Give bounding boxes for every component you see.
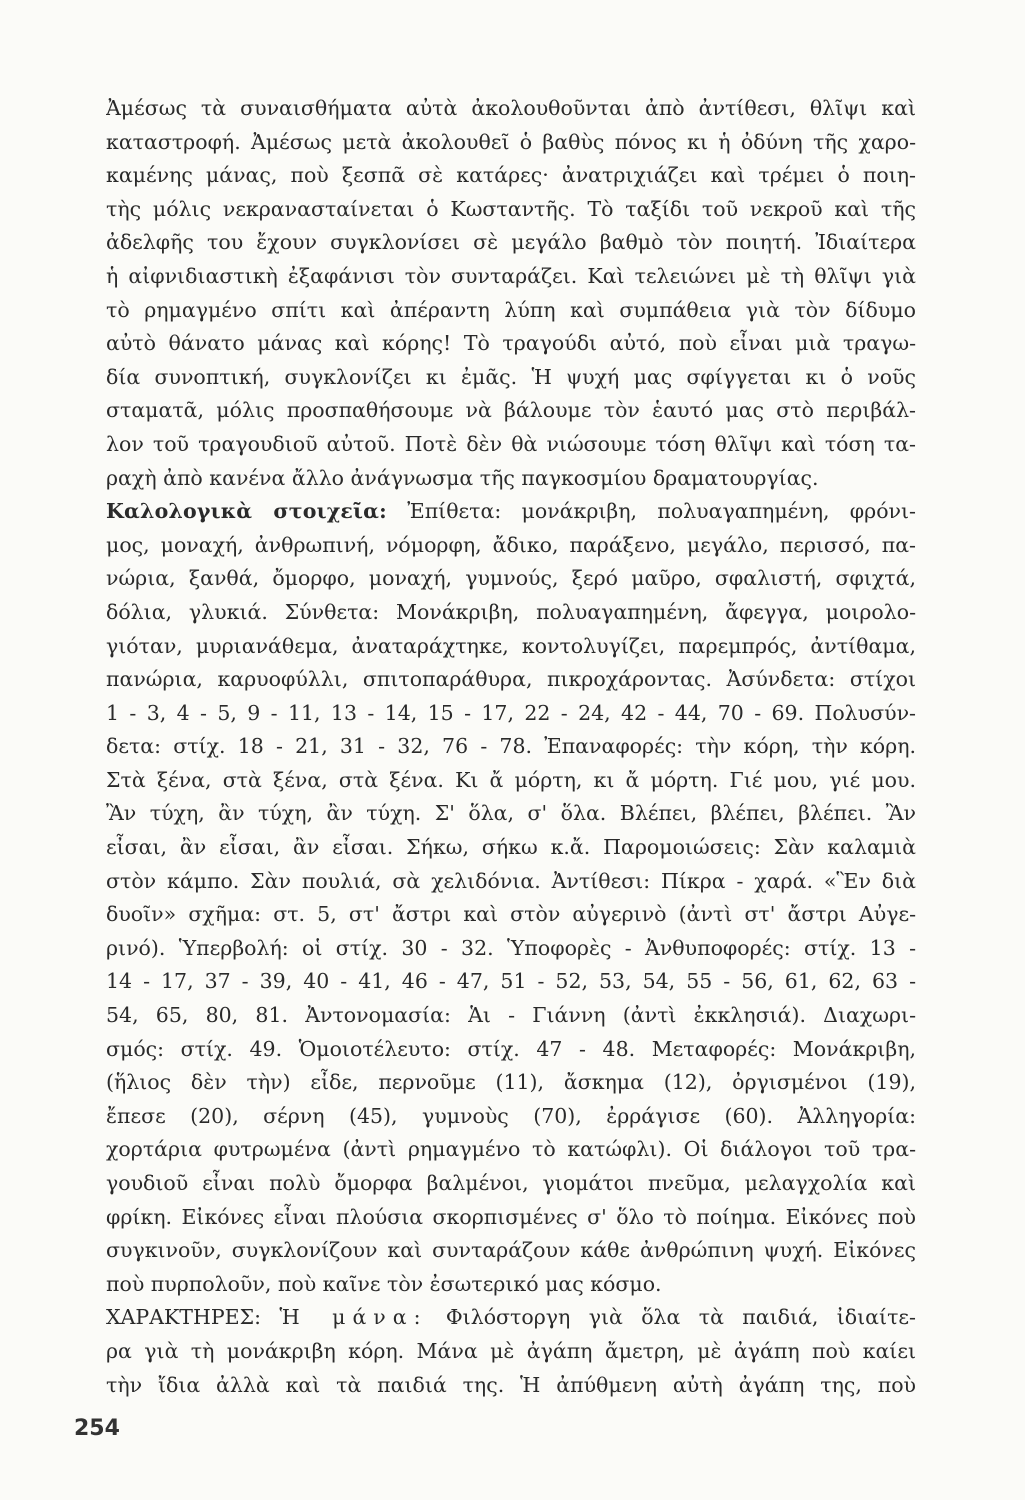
text-line: νώρια, ξανθά, ὄμορφο, μοναχή, γυμνούς, ξερό μαῦρο, σφαλιστή, σφιχτά, [106,566,916,591]
text-line: Στὰ ξένα, στὰ ξένα, στὰ ξένα. Κι ἄ μόρτη, κι ἄ μόρτη. Γιέ μου, γιέ μου. [106,767,916,792]
text-line: χορτάρια φυτρωμένα (ἀντὶ ρημαγμένο τὸ κατώφλι). Οἱ διάλογοι τοῦ τρα- [106,1137,916,1162]
text-span: Ἐπίθετα: μονάκριβη, πολυαγαπημένη, φρόνι- [407,499,916,524]
kalologika-first-line [106,495,916,529]
text-span: Φιλόστοργη γιὰ ὅλα τὰ παιδιά, ἰδιαίτε- [445,1305,916,1330]
text-line: πανώρια, καρυοφύλλι, σπιτοπαράθυρα, πικροχάροντας. Ἀσύνδετα: στίχοι [106,667,916,692]
text-line: Ἀμέσως τὰ συναισθήματα αὐτὰ ἀκολουθοῦνται ἀπὸ ἀντίθεσι, θλῖψι καὶ [106,96,916,120]
text-line: 14 - 17, 37 - 39, 40 - 41, 46 - 47, 51 - 52, 53, 54, 55 - 56, 61, 62, 63 - [106,969,916,994]
text-line: Ἂν τύχη, ἂν τύχη, ἂν τύχη. Σ' ὅλα, σ' ὅλα. Βλέπει, βλέπει, βλέπει. Ἂν [106,801,916,826]
text-line: δόλια, γλυκιά. Σύνθετα: Μονάκριβη, πολυαγαπημένη, ἄφεγγα, μοιρολο- [106,599,916,624]
text-line: τὴς μόλις νεκρανασταίνεται ὁ Κωσταντῆς. Τὸ ταξίδι τοῦ νεκροῦ καὶ τῆς [106,196,916,221]
character-name: Ἡ μάνα: [279,1305,428,1330]
text-line: αὐτὸ θάνατο μάνας καὶ κόρης! Τὸ τραγούδι αὐτό, ποὺ εἶναι μιὰ τραγω- [106,331,916,356]
text-line: τὴν ἴδια ἀλλὰ καὶ τὰ παιδιά της. Ἡ ἀπύθμενη αὐτὴ ἀγάπη της, ποὺ [106,1372,916,1397]
body-text [106,92,916,1402]
text-line: ἔπεσε (20), σέρνη (45), γυμνοὺς (70), ἐρράγισε (60). Ἀλληγορία: [106,1103,916,1128]
section-heading-kalologika: Καλολογικὰ στοιχεῖα: [106,499,387,524]
text-line: στὸν κάμπο. Σὰν πουλιά, σὰ χελιδόνια. Ἀντίθεσι: Πίκρα - χαρά. «Ἓν διὰ [106,868,916,893]
text-line: συγκινοῦν, συγκλονίζουν καὶ συνταράζουν κάθε ἀνθρώπινη ψυχή. Εἰκόνες [106,1238,916,1263]
text-line: γουδιοῦ εἶναι πολὺ ὄμορφα βαλμένοι, γιομάτοι πνεῦμα, μελαγχολία καὶ [106,1171,916,1195]
text-line: δία συνοπτική, συγκλονίζει κι ἐμᾶς. Ἡ ψυχή μας σφίγγεται κι ὁ νοῦς [106,364,916,389]
text-line: λον τοῦ τραγουδιοῦ αὐτοῦ. Ποτὲ δὲν θὰ νιώσουμε τόση θλῖψι καὶ τόση τα- [106,431,916,456]
text-line: σμός: στίχ. 49. Ὁμοιοτέλευτο: στίχ. 47 - 48. Μεταφορές: Μονάκριβη, [106,1036,916,1061]
text-line: σταματᾶ, μόλις προσπαθήσουμε νὰ βάλουμε τὸν ἑαυτό μας στὸ περιβάλ- [106,398,916,423]
xaraktires-first-line [106,1301,916,1335]
text-line: μος, μοναχή, ἀνθρωπινή, νόμορφη, ἄδικο, παράξενο, μεγάλο, περισσό, πα- [106,532,916,557]
text-line: ποὺ πυρπολοῦν, ποὺ καῖνε τὸν ἐσωτερικό μας κόσμο. [106,1271,662,1296]
text-line: εἶσαι, ἂν εἶσαι, ἂν εἶσαι. Σήκω, σήκω κ.ἄ. Παρομοιώσεις: Σὰν καλαμιὰ [106,835,916,860]
text-line: (ἥλιος δὲν τὴν) εἶδε, περνοῦμε (11), ἄσκημα (12), ὀργισμένοι (19), [106,1070,916,1095]
text-line: 1 - 3, 4 - 5, 9 - 11, 13 - 14, 15 - 17, 22 - 24, 42 - 44, 70 - 69. Πολυσύν- [106,700,916,725]
text-line: ἡ αἰφνιδιαστικὴ ἐξαφάνισι τὸν συνταράζει. Καὶ τελειώνει μὲ τὴ θλῖψι γιὰ [106,263,916,288]
section-heading-xaraktires: ΧΑΡΑΚΤΗΡΕΣ: [106,1305,262,1330]
text-line: ρινό). Ὑπερβολή: οἱ στίχ. 30 - 32. Ὑποφορὲς - Ἀνθυποφορές: στίχ. 13 - [106,935,916,960]
text-line: ραχὴ ἀπὸ κανένα ἄλλο ἀνάγνωσμα τῆς παγκοσμίου δραματουργίας. [106,465,819,490]
text-line: ἀδελφῆς του ἔχουν συγκλονίσει σὲ μεγάλο βαθμὸ τὸν ποιητή. Ἰδιαίτερα [106,230,916,255]
text-line: γιόταν, μυριανάθεμα, ἀναταράχτηκε, κοντολυγίζει, παρεμπρός, ἀντίθαμα, [106,633,916,658]
text-line: 54, 65, 80, 81. Ἀντονομασία: Ἁι - Γιάννη (ἀντὶ ἐκκλησιά). Διαχωρι- [106,1003,916,1028]
text-line: δετα: στίχ. 18 - 21, 31 - 32, 76 - 78. Ἐπαναφορές: τὴν κόρη, τὴν κόρη. [106,734,916,759]
text-line: καταστροφή. Ἀμέσως μετὰ ἀκολουθεῖ ὁ βαθὺς πόνος κι ἡ ὀδύνη τῆς χαρο- [106,129,916,154]
text-line: φρίκη. Εἰκόνες εἶναι πλούσια σκορπισμένες σ' ὅλο τὸ ποίημα. Εἰκόνες ποὺ [106,1204,916,1229]
text-line: ρα γιὰ τὴ μονάκριβη κόρη. Μάνα μὲ ἀγάπη ἄμετρη, μὲ ἀγάπη ποὺ καίει [106,1338,916,1363]
page-number: 254 [74,1416,120,1441]
text-line: δυοῖν» σχῆμα: στ. 5, στ' ἄστρι καὶ στὸν αὐγερινὸ (ἀντὶ στ' ἄστρι Αὐγε- [106,902,916,927]
text-line: τὸ ρημαγμένο σπίτι καὶ ἀπέραντη λύπη καὶ συμπάθεια γιὰ τὸν δίδυμο [106,297,916,322]
text-line: καμένης μάνας, ποὺ ξεσπᾶ σὲ κατάρες· ἀνατριχιάζει καὶ τρέμει ὁ ποιη- [106,163,916,188]
